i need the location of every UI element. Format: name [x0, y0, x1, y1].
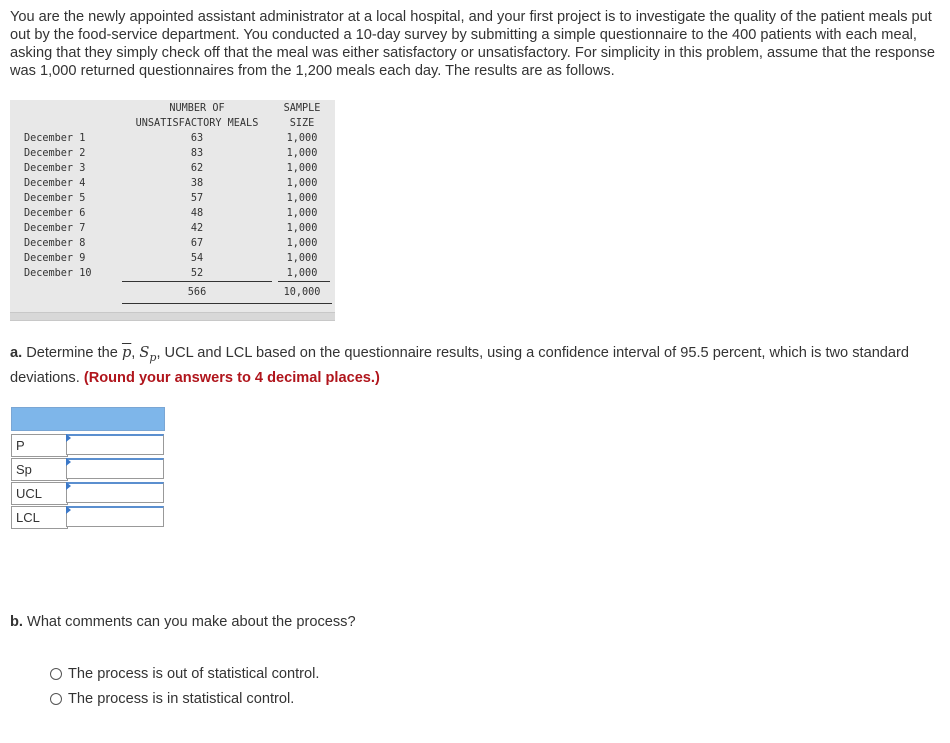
row-day: December 5	[24, 193, 86, 204]
p-input[interactable]	[66, 434, 164, 455]
row-unsat: 42	[190, 223, 204, 234]
unsat-underline	[122, 281, 272, 282]
sp-symbol	[139, 344, 157, 364]
col-size-header-line2: SIZE	[289, 118, 315, 129]
option-in-control[interactable]	[50, 690, 294, 708]
col-size-header	[272, 101, 332, 131]
row-unsat: 62	[190, 163, 204, 174]
row-day: December 8	[24, 238, 86, 249]
part-a-question	[10, 342, 940, 389]
totals-row	[10, 285, 335, 300]
table-row	[10, 191, 335, 206]
input-marker-icon	[66, 506, 71, 514]
row-unsat: 38	[190, 178, 204, 189]
option-out-of-control-label: The process is out of statistical control.	[68, 666, 320, 682]
row-day: December 3	[24, 163, 86, 174]
col-size-header-line1: SAMPLE	[283, 103, 321, 114]
answer-label-ucl: UCL	[11, 482, 68, 505]
row-size: 1,000	[286, 238, 318, 249]
part-b-prefix: b.	[10, 614, 23, 630]
answer-row-lcl	[11, 506, 165, 529]
part-a-text2: ,	[131, 345, 140, 361]
row-unsat: 63	[190, 133, 204, 144]
answer-row-sp	[11, 458, 165, 481]
answer-row-ucl	[11, 482, 165, 505]
row-day: December 6	[24, 208, 86, 219]
part-a-text3: , UCL and LCL based on the questionnaire results, using a confidence interval of 95.5 percent, which is two standard deviations.	[10, 345, 910, 386]
answer-row-p	[11, 434, 165, 457]
table-row	[10, 131, 335, 146]
table-row	[10, 161, 335, 176]
option-out-of-control[interactable]	[50, 665, 319, 683]
answer-grid-header	[11, 407, 165, 431]
part-b-text: What comments can you make about the process?	[22, 614, 356, 630]
answer-label-p: P	[11, 434, 68, 457]
sp-symbol-sub: p	[149, 350, 157, 364]
table-row	[10, 176, 335, 191]
total-unsat: 566	[187, 287, 207, 298]
p-bar-symbol: $\overline{p}$	[121, 344, 132, 361]
lcl-input[interactable]	[66, 506, 164, 527]
table-row	[10, 251, 335, 266]
row-unsat: 48	[190, 208, 204, 219]
row-size: 1,000	[286, 223, 318, 234]
part-a-prefix: a.	[10, 345, 23, 361]
table-row	[10, 266, 335, 281]
problem-intro: You are the newly appointed assistant administrator at a local hospital, and your first project is to investigate the quality of the patient meals put out by the food-service department. You conducted a 10-day survey by submitting a simple questionnaire to the 400 patients with each meal, asking that they simply check off that the meal was either satisfactory or unsatisfactory. For simplicity in this problem, assume that the response was 1,000 returned questionnaires from the 1,200 meals each day. The results are as follows.	[10, 9, 935, 79]
row-unsat: 54	[190, 253, 204, 264]
row-day: December 9	[24, 253, 86, 264]
round-note: (Round your answers to 4 decimal places.)	[83, 369, 380, 386]
row-day: December 4	[24, 178, 86, 189]
table-row	[10, 206, 335, 221]
col-unsat-header-line1: NUMBER OF	[169, 103, 225, 114]
row-day: December 2	[24, 148, 86, 159]
table-row	[10, 221, 335, 236]
col-unsat-header-line2: UNSATISFACTORY MEALS	[135, 118, 259, 129]
total-size: 10,000	[283, 287, 321, 298]
sp-symbol-main: S	[139, 344, 150, 361]
col-unsat-header	[122, 101, 272, 131]
radio-in-control[interactable]	[50, 693, 62, 705]
part-a-text1: Determine the	[22, 345, 122, 361]
table-row	[10, 236, 335, 251]
table-scrollbar	[10, 312, 335, 321]
row-size: 1,000	[286, 148, 318, 159]
row-unsat: 57	[190, 193, 204, 204]
row-size: 1,000	[286, 178, 318, 189]
input-marker-icon	[66, 434, 71, 442]
row-size: 1,000	[286, 208, 318, 219]
size-underline	[278, 281, 330, 282]
table-row	[10, 146, 335, 161]
radio-out-of-control[interactable]	[50, 668, 62, 680]
row-day: December 7	[24, 223, 86, 234]
input-marker-icon	[66, 482, 71, 490]
row-day: December 1	[24, 133, 86, 144]
row-size: 1,000	[286, 193, 318, 204]
row-size: 1,000	[286, 133, 318, 144]
ucl-input[interactable]	[66, 482, 164, 503]
row-size: 1,000	[286, 268, 318, 279]
option-in-control-label: The process is in statistical control.	[68, 691, 295, 707]
row-unsat: 52	[190, 268, 204, 279]
part-b-question	[10, 612, 356, 632]
totals-underline	[122, 303, 332, 304]
row-size: 1,000	[286, 163, 318, 174]
input-marker-icon	[66, 458, 71, 466]
data-table	[10, 100, 335, 320]
row-unsat: 67	[190, 238, 204, 249]
sp-input[interactable]	[66, 458, 164, 479]
row-day: December 10	[24, 268, 92, 279]
answer-grid	[11, 407, 165, 529]
row-unsat: 83	[190, 148, 204, 159]
row-size: 1,000	[286, 253, 318, 264]
answer-label-sp: Sp	[11, 458, 68, 481]
answer-label-lcl: LCL	[11, 506, 68, 529]
